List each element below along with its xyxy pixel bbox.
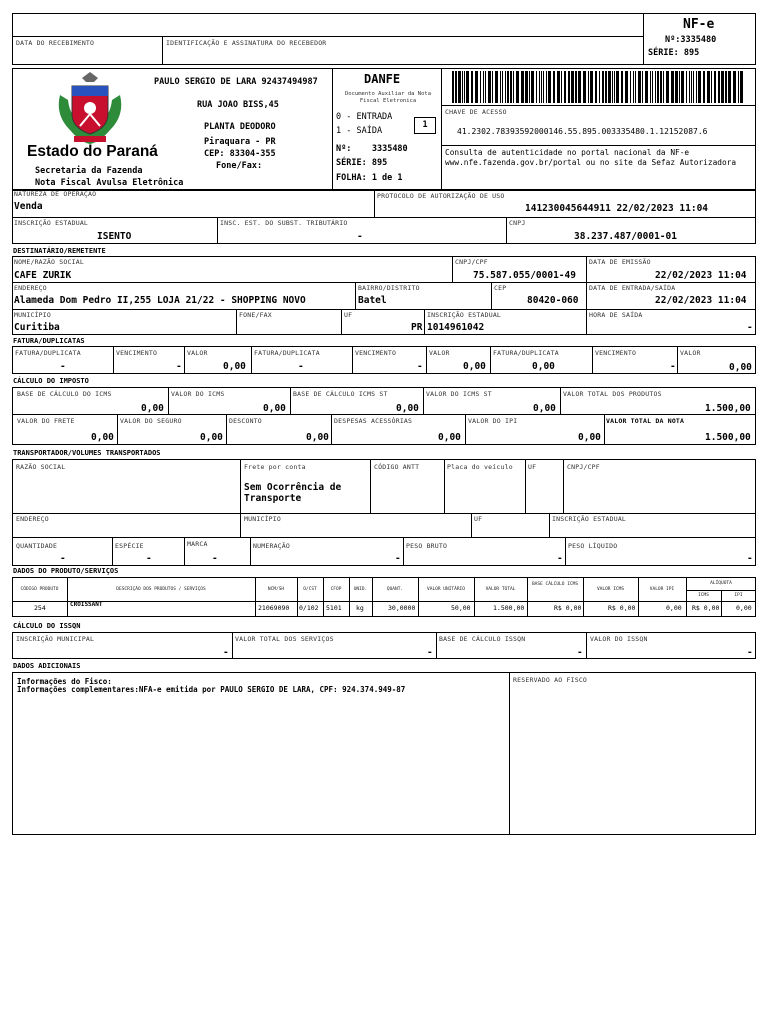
barcode-bar (557, 71, 560, 103)
produto-quant: 30,0000 (388, 604, 416, 612)
danfe-entrada: 0 - ENTRADA (336, 112, 393, 122)
th-v-icms: VALOR ICMS (596, 587, 625, 592)
reservado-fisco-label: RESERVADO AO FISCO (513, 676, 588, 684)
vencimento-value-3: - (670, 361, 676, 372)
transp-marca-label: MARCA (187, 540, 208, 548)
barcode-bar (495, 71, 498, 103)
barcode-bar (480, 71, 481, 103)
fatura-value-2: - (298, 361, 304, 372)
dest-uf-label: UF (344, 311, 353, 319)
fatura-value-3: 0,00 (532, 361, 555, 372)
barcode-bar (652, 71, 653, 103)
emitente-endereco: RUA JOAO BISS,45 (197, 100, 279, 110)
produto-cfop: 5101 (326, 604, 342, 612)
valor-label-2: VALOR (429, 349, 450, 357)
fatura-label-1: FATURA/DUPLICATA (15, 349, 81, 357)
dest-endereco-label: ENDEREÇO (14, 284, 47, 292)
barcode-bar (475, 71, 478, 103)
barcode-bar (539, 71, 540, 103)
dest-hora-label: HORA DE SAÍDA (589, 311, 643, 319)
barcode-bar (595, 71, 597, 103)
vencimento-value-1: - (176, 361, 182, 372)
transp-numeracao-label: NUMERAÇÃO (253, 542, 291, 550)
th-cfop: CFOP (330, 587, 342, 592)
barcode-bar (689, 71, 690, 103)
fatura-label-3: FATURA/DUPLICATA (493, 349, 559, 357)
vencimento-label-2: VENCIMENTO (355, 349, 397, 357)
barcode-bar (707, 71, 710, 103)
adicionais-section: DADOS ADICIONAIS (13, 662, 81, 670)
barcode-bar (510, 71, 512, 103)
barcode-bar (630, 71, 631, 103)
transp-peso-liquido-label: PESO LÍQUIDO (568, 542, 618, 550)
adicionais-box (12, 672, 756, 835)
barcode-bar (663, 71, 664, 103)
bc-st-label: BASE DE CÁLCULO ICMS ST (293, 390, 388, 398)
dest-entrada-label: DATA DE ENTRADA/SAÍDA (589, 284, 676, 292)
barcode-bar (483, 71, 484, 103)
produto-cst: 0/102 (299, 604, 319, 612)
barcode-bar (546, 71, 547, 103)
transp-cnpj-label: CNPJ/CPF (567, 463, 600, 471)
cnpj-value: 38.237.487/0001-01 (574, 231, 677, 242)
dest-bairro-label: BAIRRO/DISTRITO (358, 284, 420, 292)
barcode-bar (733, 71, 736, 103)
danfe-title: DANFE (364, 72, 401, 86)
barcode-bar (541, 71, 542, 103)
produto-vunit: 50,00 (451, 604, 471, 612)
dest-municipio-label: MUNICÍPIO (14, 311, 52, 319)
emitente-bairro: PLANTA DEODORO (204, 122, 276, 132)
transp-razao-label: RAZÃO SOCIAL (16, 463, 66, 471)
th-vunit: VALOR UNITÁRIO (427, 587, 465, 592)
icms-st-value: 0,00 (533, 403, 556, 414)
barcode-bar (583, 71, 586, 103)
frete-label: VALOR DO FRETE (17, 417, 75, 425)
barcode-bar (642, 71, 643, 103)
imposto-section: CÁLCULO DO IMPOSTO (13, 377, 89, 385)
dest-nome-value: CAFE ZURIK (14, 270, 72, 281)
canhoto-serie: SÉRIE: 895 (648, 48, 700, 58)
ipi-value: 0,00 (578, 432, 601, 443)
issqn-im-value: - (223, 647, 229, 658)
produto-aliq-icms: R$ 0,00 (692, 604, 720, 612)
ie-st-value: - (357, 231, 363, 242)
danfe-tipo: 1 (422, 120, 428, 130)
produto-unid: kg (356, 604, 364, 612)
barcode-bar (521, 71, 524, 103)
barcode-bar (516, 71, 519, 103)
barcode-bar (492, 71, 493, 103)
fatura-section: FATURA/DUPLICATAS (13, 337, 85, 345)
barcode-bar (711, 71, 712, 103)
estado-parana-brand: Estado do Paraná (27, 143, 158, 160)
barcode-bar (675, 71, 678, 103)
chave-consulta: Consulta de autenticidade no portal nacional da NF-e www.nfe.fazenda.gov.br/portal ou no site da Sefaz Autorizadora (445, 148, 737, 167)
barcode-bar (564, 71, 566, 103)
barcode-bar (696, 71, 697, 103)
transp-peso-bruto-value: - (557, 553, 563, 564)
transp-especie-value: - (146, 553, 152, 564)
natureza-value: Venda (14, 201, 43, 212)
th-unid: UNID. (353, 587, 368, 592)
bc-icms-value: 0,00 (141, 403, 164, 414)
vencimento-value-2: - (417, 361, 423, 372)
dest-emissao-label: DATA DE EMISSÃO (589, 258, 651, 266)
dest-bairro-value: Batel (358, 295, 387, 306)
dest-cnpj-label: CNPJ/CPF (455, 258, 488, 266)
barcode-bar (740, 71, 743, 103)
info-fisco: Informações do Fisco: (17, 677, 112, 686)
desconto-label: DESCONTO (229, 417, 262, 425)
transp-placa-label: Placa do veículo (447, 463, 513, 471)
dest-municipio-value: Curitiba (14, 322, 60, 333)
barcode-bar (738, 71, 739, 103)
destinatario-section: DESTINATÁRIO/REMETENTE (13, 247, 106, 255)
th-descricao: DESCRIÇÃO DOS PRODUTOS / SERVIÇOS (116, 587, 206, 592)
barcode-bar (602, 71, 604, 103)
chave-label: CHAVE DE ACESSO (445, 108, 507, 116)
bc-icms-label: BASE DE CÁLCULO DO ICMS (17, 390, 112, 398)
transp-frete-label: Frete por conta (244, 463, 306, 471)
emitente-cidade: Piraquara - PR (204, 137, 276, 147)
barcode-bar (718, 71, 720, 103)
dest-emissao-value: 22/02/2023 11:04 (655, 270, 747, 281)
natureza-label: NATUREZA DE OPERAÇÃO (14, 190, 97, 198)
cnpj-label: CNPJ (509, 219, 526, 227)
barcode-bar (666, 71, 669, 103)
barcode-bar (725, 71, 727, 103)
th-v-ipi: VALOR IPI (649, 587, 675, 592)
parana-coat-of-arms-icon (50, 70, 130, 150)
barcode-bar (721, 71, 724, 103)
th-cst: O/CST (303, 587, 317, 592)
data-recebimento-label: DATA DO RECEBIMENTO (16, 39, 95, 47)
ie-st-label: INSC. EST. DO SUBST. TRIBUTÁRIO (220, 219, 348, 227)
seguro-value: 0,00 (200, 432, 223, 443)
barcode-bar (462, 71, 463, 103)
frete-value: 0,00 (91, 432, 114, 443)
issqn-bc-value: - (577, 647, 583, 658)
vencimento-label-3: VENCIMENTO (595, 349, 637, 357)
fatura-label-2: FATURA/DUPLICATA (254, 349, 320, 357)
barcode-bar (590, 71, 593, 103)
issqn-total-value: - (427, 647, 433, 658)
barcode-bar (505, 71, 506, 103)
transp-especie-label: ESPÉCIE (115, 542, 144, 550)
issqn-section: CÁLCULO DO ISSQN (13, 622, 81, 630)
barcode-bar (529, 71, 530, 103)
barcode-bar (679, 71, 680, 103)
barcode-bar (488, 71, 491, 103)
desconto-value: 0,00 (306, 432, 329, 443)
produtos-table (12, 577, 756, 617)
info-complementares: Informações complementares:NFA-e emitida por PAULO SERGIO DE LARA, CPF: 924.374.949-87 (17, 685, 406, 694)
barcode-bar (548, 71, 551, 103)
th-vtotal: VALOR TOTAL (485, 587, 516, 592)
barcode-bar (681, 71, 684, 103)
barcode-bar (660, 71, 662, 103)
nfe-title: NF-e (683, 17, 715, 32)
danfe-folha: FOLHA: 1 de 1 (336, 173, 403, 183)
barcode-bar (502, 71, 503, 103)
valor-label-3: VALOR (680, 349, 701, 357)
barcode-bar (608, 71, 611, 103)
chave-value: 41.2302.78393592000146.55.895.003335480.1.12152087.6 (457, 127, 708, 136)
barcode-bar (575, 71, 577, 103)
transp-marca-value: - (212, 553, 218, 564)
danfe-saida: 1 - SAÍDA (336, 126, 383, 136)
transp-peso-liquido-value: - (747, 553, 753, 564)
barcode-bar (657, 71, 659, 103)
barcode-bar (553, 71, 555, 103)
barcode-bar (633, 71, 634, 103)
icms-st-label: VALOR DO ICMS ST (426, 390, 492, 398)
th-codigo: CÓDIGO PRODUTO (20, 587, 59, 592)
issqn-im-label: INSCRIÇÃO MUNICIPAL (16, 635, 95, 643)
barcode-bar (693, 71, 694, 103)
barcode-bar (578, 71, 581, 103)
barcode-bar (605, 71, 607, 103)
barcode-bar (599, 71, 600, 103)
issqn-valor-label: VALOR DO ISSQN (590, 635, 648, 643)
identificacao-label: IDENTIFICAÇÃO E ASSINATURA DO RECEBEDOR (166, 39, 327, 47)
produtos-section: DADOS DO PRODUTO/SERVIÇOS (13, 567, 119, 575)
danfe-serie: SÉRIE: 895 (336, 158, 388, 168)
danfe-numero: Nº: 3335480 (336, 144, 408, 154)
total-nota-value: 1.500,00 (705, 432, 751, 443)
barcode-bar (536, 71, 537, 103)
produto-v-ipi: 0,00 (666, 604, 682, 612)
vencimento-label-1: VENCIMENTO (116, 349, 158, 357)
ie-label: INSCRIÇÃO ESTADUAL (14, 219, 89, 227)
produto-bc-icms: R$ 0,00 (554, 604, 582, 612)
issqn-bc-label: BASE DE CÁLCULO ISSQN (439, 635, 526, 643)
despesas-label: DESPESAS ACESSÓRIAS (334, 417, 413, 425)
transp-numeracao-value: - (395, 553, 401, 564)
barcode-bar (513, 71, 514, 103)
barcode-bar (645, 71, 648, 103)
barcode-bar (464, 71, 465, 103)
barcode-bar (650, 71, 651, 103)
emitente-cep: CEP: 83304-355 (204, 149, 276, 159)
valor-value-1: 0,00 (223, 361, 246, 372)
barcode-bar (635, 71, 636, 103)
dest-entrada-value: 22/02/2023 11:04 (655, 295, 747, 306)
issqn-total-label: VALOR TOTAL DOS SERVIÇOS (235, 635, 334, 643)
barcode-bar (452, 71, 454, 103)
transp-peso-bruto-label: PESO BRUTO (406, 542, 448, 550)
transp-qtd-value: - (60, 553, 66, 564)
barcode-bar (625, 71, 628, 103)
valor-value-3: 0,00 (729, 362, 752, 373)
barcode-bar (500, 71, 501, 103)
dest-hora-value: - (747, 322, 753, 333)
barcode-bar (588, 71, 589, 103)
icms-value: 0,00 (263, 403, 286, 414)
total-prod-value: 1.500,00 (705, 403, 751, 414)
barcode-bar (485, 71, 486, 103)
barcode-bar (471, 71, 473, 103)
barcode-bar (525, 71, 528, 103)
transp-qtd-label: QUANTIDADE (16, 542, 58, 550)
barcode-bar (698, 71, 701, 103)
barcode-bar (703, 71, 705, 103)
barcode-bar (466, 71, 469, 103)
barcode-bar (568, 71, 570, 103)
dest-cep-label: CEP (494, 284, 507, 292)
secretaria-label: Secretaria da Fazenda (35, 166, 143, 176)
dest-nome-label: NOME/RAZÃO SOCIAL (14, 258, 84, 266)
danfe-subtitle: Documento Auxiliar da Nota Fiscal Eletronica (344, 91, 432, 104)
barcode-bar (543, 71, 544, 103)
barcode-bar (455, 71, 457, 103)
total-prod-label: VALOR TOTAL DOS PRODUTOS (563, 390, 662, 398)
th-quant: QUANT. (386, 587, 404, 592)
protocolo-value: 141230045644911 22/02/2023 11:04 (525, 203, 709, 214)
fatura-value-1: - (60, 361, 66, 372)
barcode-bar (714, 71, 716, 103)
dest-ie-value: 1014961042 (427, 322, 485, 333)
despesas-value: 0,00 (438, 432, 461, 443)
valor-label-1: VALOR (187, 349, 208, 357)
barcode-bar (531, 71, 534, 103)
canhoto-numero: Nº:3335480 (665, 35, 717, 45)
transp-ie-label: INSCRIÇÃO ESTADUAL (552, 515, 627, 523)
barcode-bar (507, 71, 509, 103)
barcode-bar (655, 71, 656, 103)
ie-value: ISENTO (97, 231, 132, 242)
emitente-nome: PAULO SERGIO DE LARA 92437494987 (154, 77, 318, 87)
protocolo-label: PROTOCOLO DE AUTORIZAÇÃO DE USO (377, 192, 505, 200)
barcode-bar (686, 71, 687, 103)
barcode-bar (638, 71, 641, 103)
barcode-bar (614, 71, 615, 103)
transp-frete-value: Sem Ocorrência de Transporte (244, 482, 342, 504)
barcode-bar (561, 71, 562, 103)
th-aliq-icms: ICMS (698, 593, 709, 598)
th-ncm: NCM/SH (267, 587, 285, 592)
seguro-label: VALOR DO SEGURO (120, 417, 182, 425)
th-bc-icms: BASE CÁLCULO ICMS (531, 582, 579, 587)
total-nota-label: VALOR TOTAL DA NOTA (606, 417, 685, 425)
transp-municipio-label: MUNICÍPIO (244, 515, 282, 523)
th-aliquota: ALÍQUOTA (710, 581, 732, 586)
produto-descricao: CROISSANT (70, 601, 103, 608)
dest-cnpj-value: 75.587.055/0001-49 (473, 270, 576, 281)
ipi-label: VALOR DO IPI (468, 417, 518, 425)
barcode-bar (616, 71, 619, 103)
dest-cep-value: 80420-060 (527, 295, 579, 306)
transp-antt-label: CÓDIGO ANTT (374, 463, 420, 471)
barcode-bar (571, 71, 574, 103)
transp-uf-label: UF (528, 463, 537, 471)
transp-endereco-label: ENDEREÇO (16, 515, 49, 523)
barcode-bar (691, 71, 692, 103)
barcode-bar (728, 71, 731, 103)
icms-label: VALOR DO ICMS (171, 390, 225, 398)
dest-uf-value: PR (411, 322, 423, 333)
produto-aliq-ipi: 0,00 (736, 604, 752, 612)
issqn-valor-value: - (747, 647, 753, 658)
produto-ncm: 21069090 (258, 604, 290, 612)
th-aliq-ipi: IPI (734, 593, 743, 598)
nota-avulsa-label: Nota Fiscal Avulsa Eletrônica (35, 178, 184, 188)
barcode (452, 71, 747, 103)
dest-endereco-value: Alameda Dom Pedro II,255 LOJA 21/22 - SHOPPING NOVO (14, 295, 306, 306)
bc-st-value: 0,00 (396, 403, 419, 414)
barcode-bar (458, 71, 461, 103)
valor-value-2: 0,00 (463, 361, 486, 372)
transportador-section: TRANSPORTADOR/VOLUMES TRANSPORTADOS (13, 449, 161, 457)
barcode-bar (671, 71, 674, 103)
dest-ie-label: INSCRIÇÃO ESTADUAL (427, 311, 502, 319)
produto-v-icms: R$ 0,00 (608, 604, 636, 612)
barcode-bar (612, 71, 613, 103)
dest-fone-label: FONE/FAX (239, 311, 272, 319)
emitente-fone: Fone/Fax: (216, 161, 263, 171)
transp-uf2-label: UF (474, 515, 483, 523)
produto-vtotal: 1.500,00 (493, 604, 525, 612)
canhoto (12, 13, 756, 65)
barcode-bar (621, 71, 623, 103)
produto-codigo: 254 (34, 604, 46, 612)
